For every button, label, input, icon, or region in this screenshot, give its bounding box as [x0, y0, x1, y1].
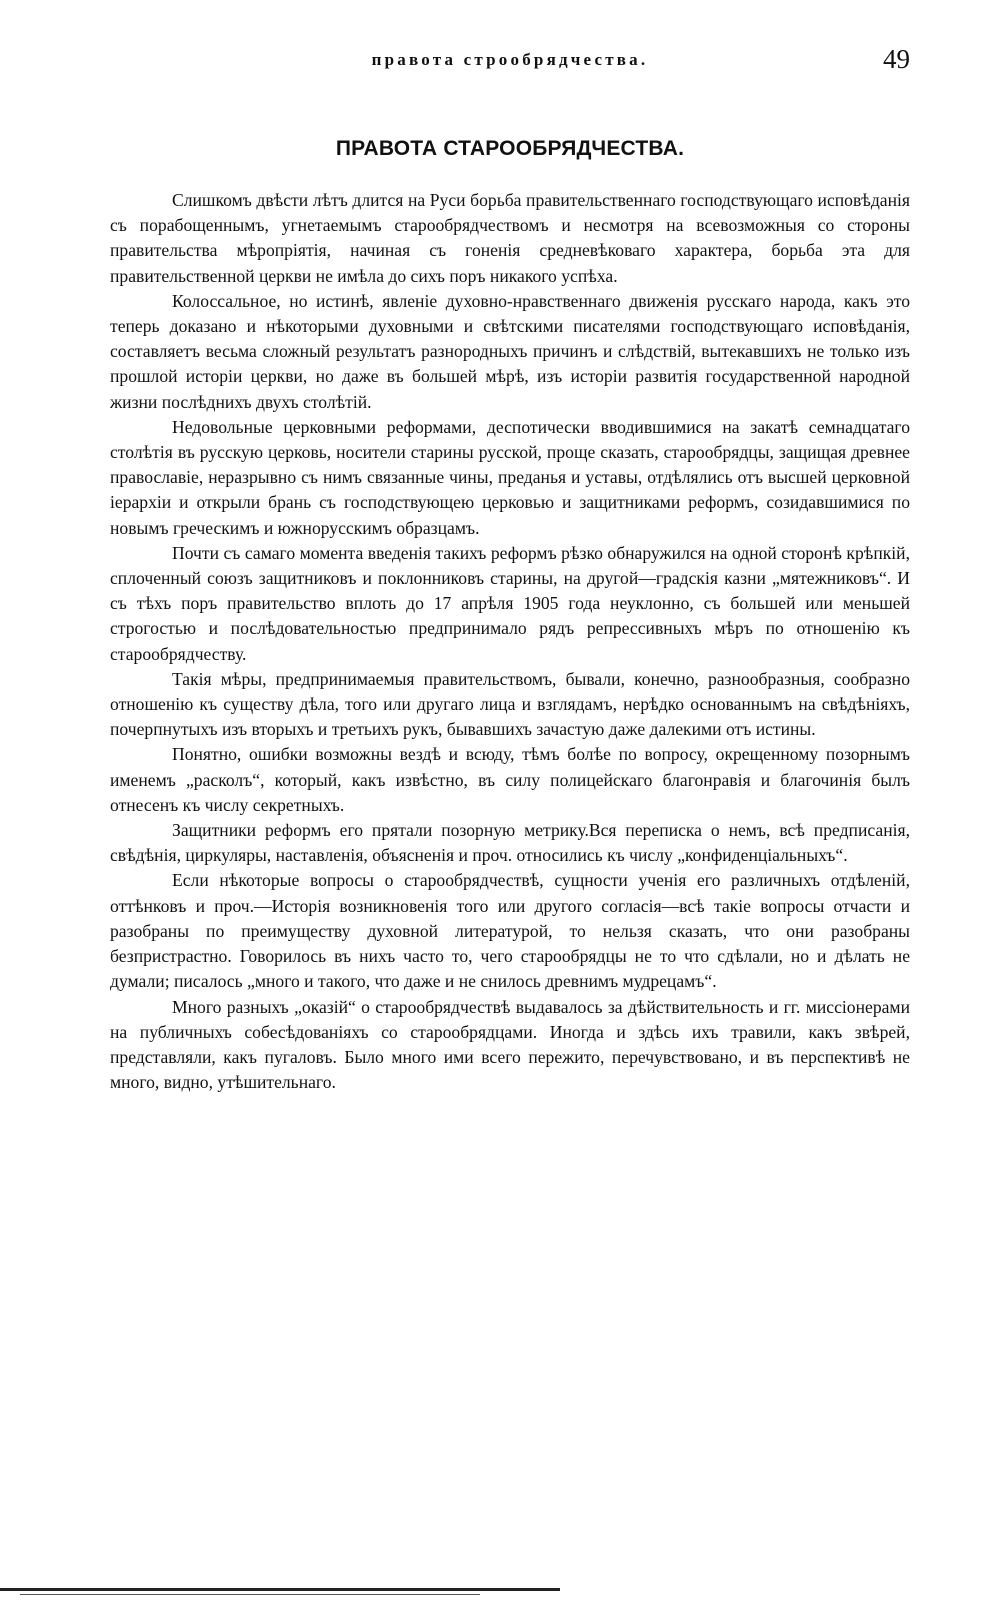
paragraph: Колоссальное, но истинѣ, явленіе духовно-нравственнаго движенія русскаго народа, какъ это теперь доказано и нѣкоторыми духовными и свѣтскими писателями господствующаго исповѣданія, составляетъ весьма сложный результатъ разнородныхъ причинъ и слѣдствій, вытекавшихъ не только изъ прошлой исторіи церкви, но даже въ большей мѣрѣ, изъ исторіи развитія государственной народной жизни послѣднихъ двухъ столѣтій. — [110, 290, 910, 412]
running-head — [110, 44, 910, 80]
article-body — [110, 188, 910, 1095]
paragraph: Недовольные церковными реформами, деспотически вводившимися на закатѣ семнадцатаго столѣтія въ русскую церковь, носители старины русской, проще сказать, старообрядцы, защищая древнее православіе, неразрывно съ нимъ связанные чины, преданья и уставы, отдѣлялись отъ высшей церковной іерархіи и открыли брань съ господствующею церковью и защитниками реформъ, созидавшимися по новымъ греческимъ и южнорусскимъ образцамъ. — [110, 416, 910, 538]
paragraph: Если нѣкоторые вопросы о старообрядчествѣ, сущности ученія его различныхъ отдѣленій, оттѣнковъ и проч.—Исторія возникновенія того или другого согласія—всѣ такіе вопросы отчасти и разобраны по преимуществу духовной литературой, то нельзя сказать, что они разобраны безпристрастно. Говорилось въ нихъ часто то, чего старообрядцы не то что сдѣлали, но и дѣлать не думали; писалось „много и такого, что даже и не снилось древнимъ мудрецамъ“. — [110, 870, 910, 992]
footer-rule — [0, 1588, 560, 1591]
paragraph: Защитники реформъ его прятали позорную метрику.Вся переписка о немъ, всѣ предписанія, свѣдѣнія, циркуляры, наставленія, объясненія и проч. относились къ числу „конфиденціальныхъ“. — [110, 820, 910, 866]
paragraph: Слишкомъ двѣсти лѣтъ длится на Руси борьба правительственнаго господствующаго исповѣданія съ порабощеннымъ, угнетаемымъ старообрядчествомъ и несмотря на всевозможныя со стороны правительства мѣропріятія, начиная съ гоненія средневѣковаго характера, борьба эта для правительственной церкви не имѣла до сихъ поръ никакого успѣха. — [110, 190, 910, 286]
paragraph: Такія мѣры, предпринимаемыя правительствомъ, бывали, конечно, разнообразныя, сообразно отношенію къ существу дѣла, того или другаго лица и взглядамъ, нерѣдко основаннымъ на свѣдѣніяхъ, почерпнутыхъ изъ вторыхъ и третьихъ рукъ, бывавшихъ зачастую даже далекими отъ истины. — [110, 668, 910, 740]
paragraph: Почти съ самаго момента введенія такихъ реформъ рѣзко обнаружился на одной сторонѣ крѣпкій, сплоченный союзъ защитниковъ и поклонниковъ старины, на другой—градскія казни „мятежниковъ“. И съ тѣхъ поръ правительство вплоть до 17 апрѣля 1905 года неуклонно, съ большей или меньшей строгостью и послѣдовательностью предпринимало рядъ репрессивныхъ мѣръ по отношенію къ старообрядчеству. — [110, 542, 910, 664]
paragraph: Много разныхъ „оказій“ о старообрядчествѣ выдавалось за дѣйствительность и гг. миссіонерами на публичныхъ собесѣдованіяхъ со старообрядцами. Иногда и здѣсь ихъ травили, какъ звѣрей, представляли, какъ пугаловъ. Было много ими всего пережито, перечувствовано, и въ перспективѣ не много, видно, утѣшительнаго. — [110, 996, 910, 1093]
footer-rule-thin — [20, 1594, 480, 1595]
running-title: правота строобрядчества. — [371, 50, 649, 69]
article-title: ПРАВОТА СТАРООБРЯДЧЕСТВА. — [335, 137, 685, 160]
page-number: 49 — [883, 44, 910, 74]
paragraph: Понятно, ошибки возможны вездѣ и всюду, тѣмъ болѣе по вопросу, окрещенному позорнымъ именемъ „расколъ“, который, какъ извѣстно, въ силу полицейскаго благонравія и благочинія былъ отнесенъ къ числу секретныхъ. — [110, 744, 910, 815]
